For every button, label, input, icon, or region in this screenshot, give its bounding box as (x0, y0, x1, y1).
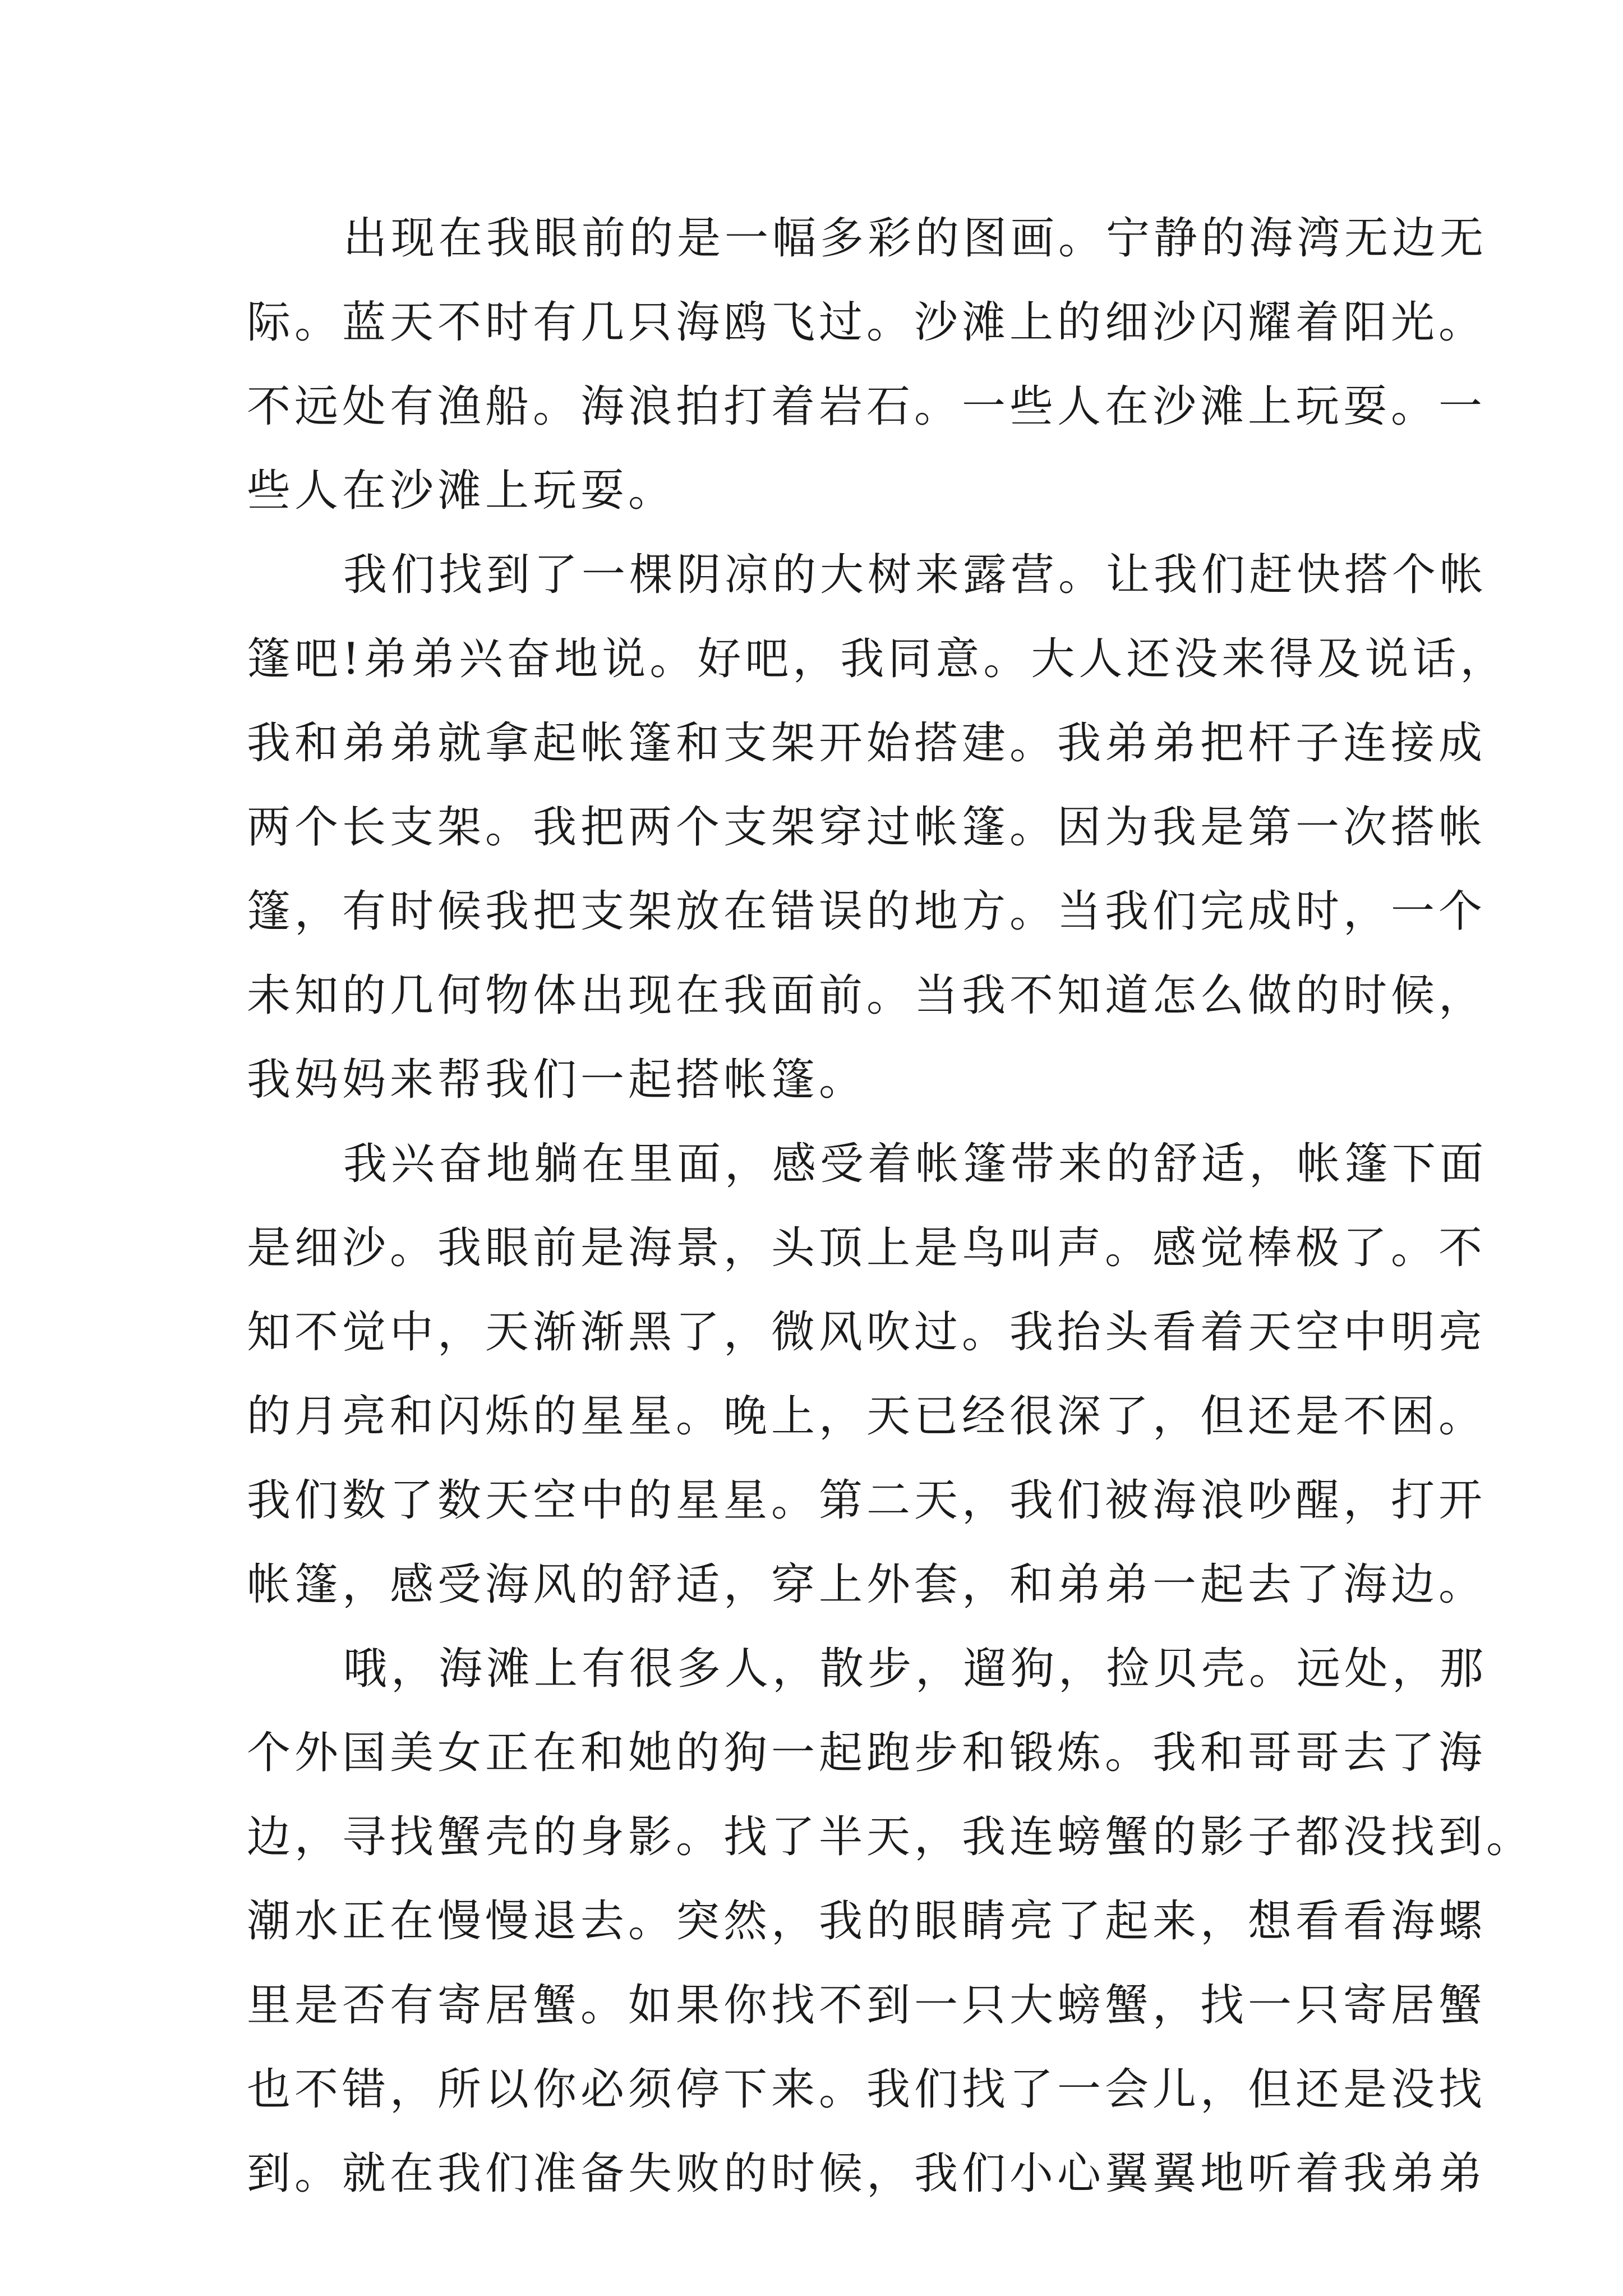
text-line: 是细沙。我眼前是海景，头顶上是鸟叫声。感觉棒极了。不 (247, 1223, 1487, 1273)
text-line: 里是否有寄居蟹。如果你找不到一只大螃蟹，找一只寄居蟹 (247, 1980, 1487, 2031)
text-line: 我妈妈来帮我们一起搭帐篷。 (247, 1055, 867, 1105)
text-line: 我兴奋地躺在里面，感受着帐篷带来的舒适，帐篷下面 (343, 1139, 1488, 1189)
text-line: 篷吧!弟弟兴奋地说。好吧，我同意。大人还没来得及说话， (247, 634, 1508, 684)
text-line: 也不错，所以你必须停下来。我们找了一会儿，但还是没找 (247, 2064, 1487, 2115)
text-line: 篷，有时候我把支架放在错误的地方。当我们完成时，一个 (247, 886, 1487, 937)
text-line: 边，寻找蟹壳的身影。找了半天，我连螃蟹的影子都没找到。 (247, 1812, 1534, 1862)
text-line: 的月亮和闪烁的星星。晚上，天已经很深了，但还是不困。 (247, 1391, 1487, 1442)
text-line: 个外国美女正在和她的狗一起跑步和锻炼。我和哥哥去了海 (247, 1728, 1487, 1778)
paragraph-4 (247, 1627, 1534, 2216)
paragraph-1 (247, 196, 1488, 533)
text-line: 知不觉中，天渐渐黑了，微风吹过。我抬头看着天空中明亮 (247, 1307, 1487, 1358)
text-line: 些人在沙滩上玩耍。 (247, 466, 676, 516)
text-line: 潮水正在慢慢退去。突然，我的眼睛亮了起来，想看看海螺 (247, 1896, 1487, 1947)
text-line: 不远处有渔船。海浪拍打着岩石。一些人在沙滩上玩耍。一 (247, 381, 1487, 432)
paragraph-3 (247, 1122, 1488, 1627)
text-line: 帐篷，感受海风的舒适，穿上外套，和弟弟一起去了海边。 (247, 1559, 1487, 1610)
text-line: 未知的几何物体出现在我面前。当我不知道怎么做的时候， (247, 970, 1487, 1021)
paragraph-2 (247, 533, 1508, 1122)
text-line: 两个长支架。我把两个支架穿过帐篷。因为我是第一次搭帐 (247, 802, 1487, 853)
text-line: 到。就在我们准备失败的时候，我们小心翼翼地听着我弟弟 (247, 2148, 1487, 2199)
text-line: 出现在我眼前的是一幅多彩的图画。宁静的海湾无边无 (343, 213, 1488, 264)
text-line: 际。蓝天不时有几只海鸥飞过。沙滩上的细沙闪耀着阳光。 (247, 297, 1487, 348)
text-line: 我们找到了一棵阴凉的大树来露营。让我们赶快搭个帐 (343, 550, 1488, 600)
essay-body (247, 196, 1534, 2216)
text-line: 我们数了数天空中的星星。第二天，我们被海浪吵醒，打开 (247, 1475, 1487, 1526)
text-line: 我和弟弟就拿起帐篷和支架开始搭建。我弟弟把杆子连接成 (247, 718, 1487, 769)
text-line: 哦，海滩上有很多人，散步，遛狗，捡贝壳。远处，那 (343, 1644, 1488, 1694)
